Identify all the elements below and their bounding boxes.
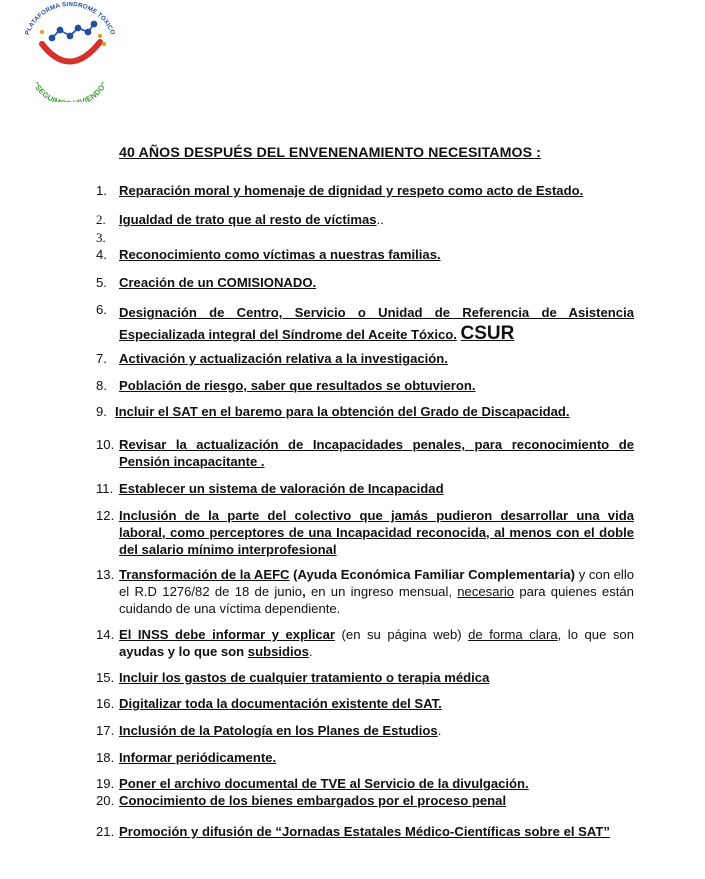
item-text: Incluir los gastos de cualquier tratamiento o terapia médica	[119, 670, 490, 685]
item-text-part: , lo que son	[557, 627, 634, 642]
item-text: Promoción y difusión de “Jornadas Estatales Médico-Científicas sobre el SAT”	[119, 824, 610, 839]
item-number: 3.	[96, 230, 106, 245]
item-number: 1.	[96, 183, 107, 198]
item-text	[119, 627, 634, 661]
platform-logo	[12, 2, 124, 102]
item-text-part: ,	[302, 583, 306, 599]
item-text	[119, 302, 634, 345]
item-text-part: subsidios	[247, 643, 309, 659]
item-text: Población de riesgo, saber que resultados se obtuvieron.	[119, 378, 476, 393]
item-text: Revisar la actualización de Incapacidades penales, para reconocimiento de Pensión incapacitante .	[119, 437, 634, 469]
svg-text:PLATAFORMA SÍNDROME TÓXICO	[24, 2, 116, 36]
logo-smile-icon	[42, 42, 100, 62]
item-number: 12.	[96, 508, 115, 523]
item-number: 17.	[96, 723, 115, 738]
item-text: Conocimiento de los bienes embargados por el proceso penal	[119, 793, 507, 808]
logo-arc-top: PLATAFORMA SÍNDROME TÓXICO	[23, 2, 117, 37]
item-text-part: (	[289, 567, 298, 582]
item-text-part: para quienes están cuidando de una víctima dependiente.	[119, 583, 634, 616]
logo-molecule-icon	[49, 21, 96, 40]
item-text: Creación de un COMISIONADO.	[119, 275, 317, 290]
item-text-part: .	[308, 643, 313, 659]
item-text: Reconocimiento como víctimas a nuestras familias.	[119, 247, 441, 262]
item-text	[119, 723, 634, 740]
item-number: 4.	[96, 247, 107, 262]
item-number: 10.	[96, 437, 115, 452]
item-number: 7.	[96, 351, 107, 366]
item-number: 14.	[96, 627, 115, 642]
item-text-tail: .	[437, 723, 442, 738]
item-text: Activación y actualización relativa a la investigación.	[119, 351, 448, 366]
item-number: 8.	[96, 378, 107, 393]
document-title: 40 AÑOS DESPUÉS DEL ENVENENAMIENTO NECESITAMOS :	[119, 145, 542, 161]
item-text-part: en un ingreso mensual,	[305, 583, 458, 599]
item-number: 18.	[96, 750, 115, 765]
item-number: 19.	[96, 776, 115, 791]
logo-emblem-icon	[12, 2, 124, 102]
item-text: Poner el archivo documental de TVE al Servicio de la divulgación.	[119, 776, 529, 791]
svg-text:"SEGUIMOS VIVIENDO"	[31, 80, 109, 102]
item-number: 15.	[96, 670, 115, 685]
item-text: Inclusión de la parte del colectivo que jamás pudieron desarrollar una vida laboral, como perceptores de una Incapacidad reconocida, al menos con el doble del salario mínimo interprofesional	[119, 508, 634, 557]
item-number: 5.	[96, 275, 107, 290]
item-text-part: necesario	[457, 583, 515, 599]
item-text-part: y con ello el R.D 1276/82 de 18 de junio	[119, 567, 635, 599]
logo-arc-bottom: "SEGUIM VIENDO"	[31, 80, 109, 102]
item-text: Digitalizar toda la documentación existente del SAT.	[119, 696, 442, 711]
item-text: Informar periódicamente.	[119, 750, 277, 765]
item-number: 9.	[96, 404, 107, 419]
item-text: Incluir el SAT en el baremo para la obtención del Grado de Discapacidad.	[115, 404, 570, 419]
item-number: 6.	[96, 302, 107, 317]
item-text-part: Ayuda Económica Familiar Complementaria)	[297, 567, 576, 582]
item-text	[119, 212, 634, 229]
item-number: 13.	[96, 567, 115, 582]
item-text-part: ayudas y lo que son	[119, 643, 248, 659]
item-text-main: Igualdad de trato que al resto de víctimas	[119, 212, 377, 227]
item-number: 16.	[96, 696, 115, 711]
item-text-main: Designación de Centro, Servicio o Unidad de Referencia de Asistencia Especializada integral del Síndrome del Aceite Tóxico.	[119, 305, 634, 342]
item-text-part: Transformación de la AEFC	[119, 567, 290, 582]
item-number: 11.	[96, 481, 114, 496]
item-text	[119, 567, 634, 617]
item-text: Establecer un sistema de valoración de Incapacidad	[119, 481, 444, 496]
item-text-part: El INSS debe informar y explicar	[119, 627, 336, 642]
item-number: 2.	[96, 212, 106, 227]
csur-tag: CSUR	[460, 323, 515, 344]
item-number: 21.	[96, 824, 115, 839]
item-number: 20.	[96, 793, 115, 808]
item-text: Reparación moral y homenaje de dignidad y respeto como acto de Estado.	[119, 183, 584, 198]
item-text-tail: ..	[376, 212, 384, 227]
item-text-part: (en su página web)	[335, 627, 469, 642]
item-text-main: Inclusión de la Patología en los Planes de Estudios	[119, 723, 438, 738]
item-text-part: de forma clara	[468, 627, 558, 642]
